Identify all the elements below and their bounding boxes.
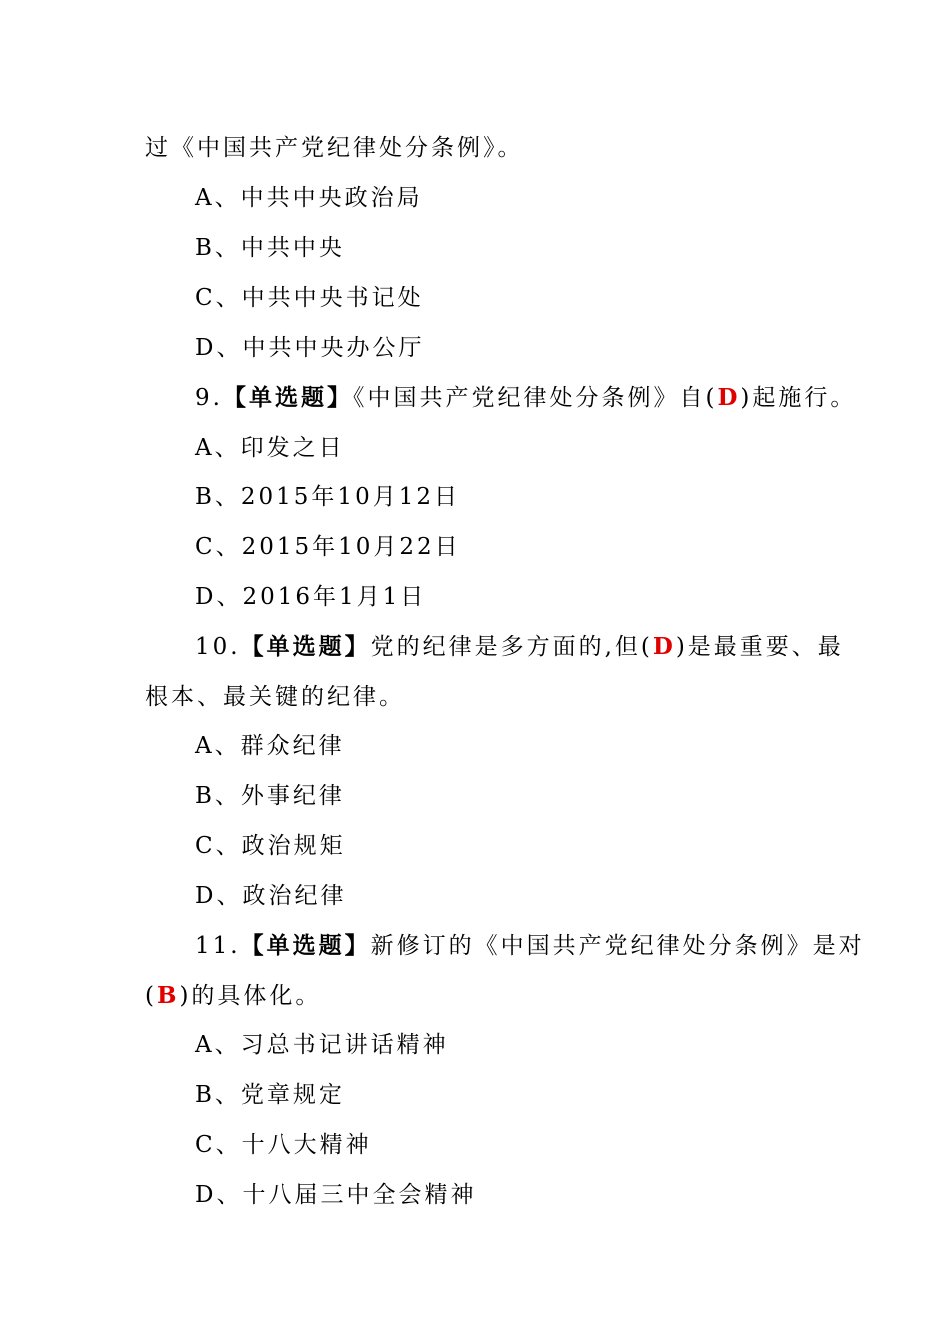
option-d: D、2016年1月1日 [195,584,427,610]
answer-letter: B [156,982,180,1009]
stem-text: )的具体化。 [179,983,322,1009]
option-a: A、习总书记讲话精神 [195,1032,449,1058]
stem-text: 《中国共产党纪律处分条例》自( [352,385,718,411]
question-10-stem [195,632,844,662]
question-type-tag: 【单选题】 [240,633,371,660]
answer-letter: D [652,633,676,660]
question-9-stem [195,383,856,413]
option-b: B、外事纪律 [195,783,345,809]
question-type-tag: 【单选题】 [222,384,353,411]
option-d: D、中共中央办公厅 [195,335,425,361]
answer-letter: D [717,384,741,411]
option-a: A、群众纪律 [195,733,345,759]
question-continuation: 过《中国共产党纪律处分条例》。 [145,135,524,161]
stem-text: )起施行。 [740,385,857,411]
option-d: D、十八届三中全会精神 [195,1182,477,1208]
option-c: C、中共中央书记处 [195,285,424,311]
option-b: B、中共中央 [195,235,345,261]
question-type-tag: 【单选题】 [240,932,371,959]
stem-text: 新修订的《中国共产党纪律处分条例》是对 [370,933,865,959]
option-b: B、党章规定 [195,1082,345,1108]
question-number: 11. [195,933,241,959]
option-a: A、印发之日 [195,435,345,461]
option-a: A、中共中央政治局 [195,185,423,211]
option-b: B、2015年10月12日 [195,484,460,510]
stem-text: 党的纪律是多方面的,但( [370,634,653,660]
option-c: C、2015年10月22日 [195,534,461,560]
stem-text: )是最重要、最 [675,634,844,660]
question-10-stem-line2: 根本、最关键的纪律。 [145,684,405,710]
question-number: 9. [195,385,223,411]
question-11-stem [195,931,865,961]
stem-text: ( [145,983,157,1009]
option-d: D、政治纪律 [195,883,347,909]
option-c: C、十八大精神 [195,1132,372,1158]
question-11-stem-line2 [145,981,321,1011]
option-c: C、政治规矩 [195,833,346,859]
question-number: 10. [195,634,241,660]
